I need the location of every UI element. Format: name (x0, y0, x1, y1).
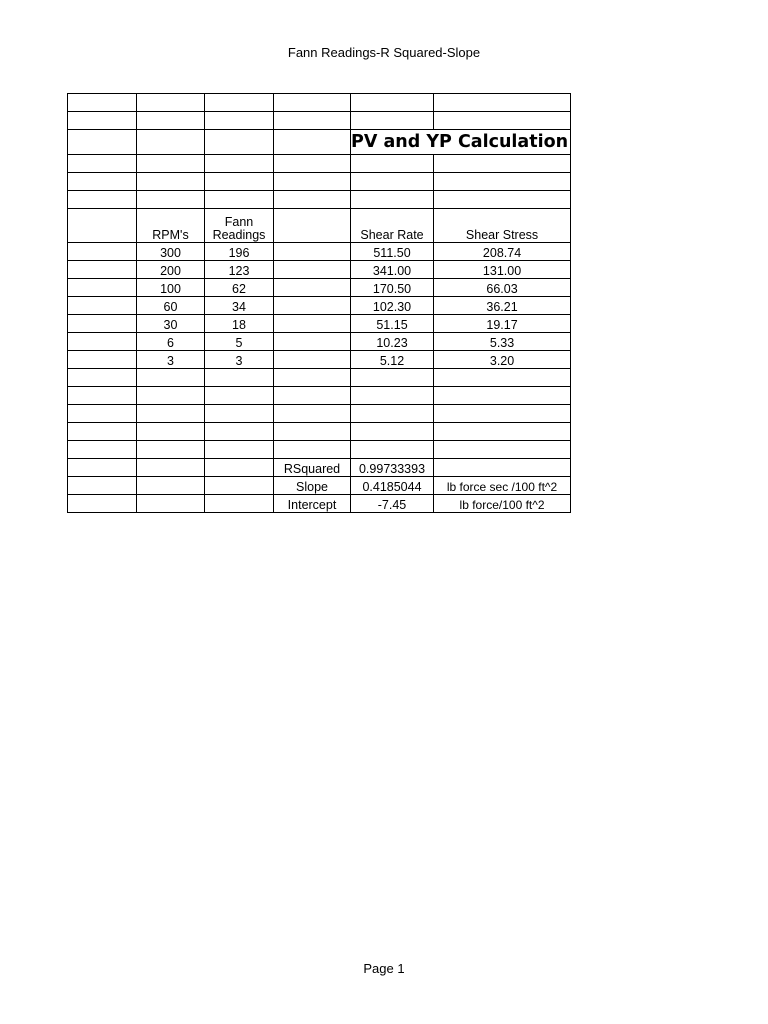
shear-stress-cell: 19.17 (434, 315, 571, 333)
rpm-cell: 30 (137, 315, 205, 333)
table-row (68, 261, 571, 279)
intercept-row (68, 495, 571, 513)
cell (274, 173, 351, 191)
shear-rate-cell: 102.30 (351, 297, 434, 315)
cell (205, 423, 274, 441)
cell (351, 369, 434, 387)
shear-stress-cell: 208.74 (434, 243, 571, 261)
cell (274, 315, 351, 333)
cell (274, 369, 351, 387)
cell (274, 405, 351, 423)
shear-rate-cell: 51.15 (351, 315, 434, 333)
intercept-label: Intercept (274, 495, 351, 513)
cell (205, 459, 274, 477)
cell (205, 94, 274, 112)
cell (68, 441, 137, 459)
cell (205, 387, 274, 405)
blank-row (68, 387, 571, 405)
cell (137, 495, 205, 513)
blank-row (68, 173, 571, 191)
cell (68, 261, 137, 279)
cell (137, 405, 205, 423)
column-header-row (68, 209, 571, 243)
cell (205, 405, 274, 423)
shear-stress-cell: 131.00 (434, 261, 571, 279)
cell (137, 94, 205, 112)
cell (68, 297, 137, 315)
fann-cell: 34 (205, 297, 274, 315)
cell (205, 191, 274, 209)
cell (205, 495, 274, 513)
column-header-shear-rate: Shear Rate (351, 209, 434, 243)
cell (274, 297, 351, 315)
cell (205, 155, 274, 173)
cell (205, 173, 274, 191)
cell (137, 441, 205, 459)
fann-cell: 5 (205, 333, 274, 351)
cell (274, 130, 351, 155)
cell (274, 423, 351, 441)
cell (137, 155, 205, 173)
rpm-cell: 100 (137, 279, 205, 297)
cell (137, 130, 205, 155)
sheet-title: PV and YP Calculation (351, 130, 571, 155)
rpm-cell: 200 (137, 261, 205, 279)
slope-row (68, 477, 571, 495)
blank-row (68, 155, 571, 173)
cell (434, 191, 571, 209)
cell (351, 155, 434, 173)
cell (68, 243, 137, 261)
shear-stress-cell: 66.03 (434, 279, 571, 297)
shear-stress-cell: 36.21 (434, 297, 571, 315)
cell (274, 261, 351, 279)
column-header-shear-stress: Shear Stress (434, 209, 571, 243)
rsquared-value: 0.99733393 (351, 459, 434, 477)
blank-row (68, 369, 571, 387)
cell (68, 191, 137, 209)
cell (351, 423, 434, 441)
cell (68, 387, 137, 405)
cell (137, 112, 205, 130)
rpm-cell: 3 (137, 351, 205, 369)
cell (137, 387, 205, 405)
cell (274, 387, 351, 405)
rpm-cell: 60 (137, 297, 205, 315)
cell (68, 130, 137, 155)
cell (274, 209, 351, 243)
cell (68, 333, 137, 351)
slope-value: 0.4185044 (351, 477, 434, 495)
cell (137, 423, 205, 441)
cell (68, 495, 137, 513)
table-row (68, 243, 571, 261)
cell (68, 112, 137, 130)
shear-stress-cell: 3.20 (434, 351, 571, 369)
cell (351, 441, 434, 459)
cell (274, 441, 351, 459)
blank-row (68, 423, 571, 441)
cell (434, 112, 571, 130)
cell (351, 112, 434, 130)
cell (274, 351, 351, 369)
cell (274, 112, 351, 130)
fann-cell: 18 (205, 315, 274, 333)
cell (434, 173, 571, 191)
cell (434, 155, 571, 173)
intercept-unit: lb force/100 ft^2 (434, 495, 571, 513)
table-row (68, 279, 571, 297)
cell (68, 279, 137, 297)
cell (274, 155, 351, 173)
column-header-fann-readings (205, 209, 274, 243)
cell (274, 191, 351, 209)
cell (205, 477, 274, 495)
cell (68, 369, 137, 387)
cell (434, 369, 571, 387)
shear-rate-cell: 511.50 (351, 243, 434, 261)
cell (68, 477, 137, 495)
spreadsheet-table (67, 93, 571, 513)
cell (434, 441, 571, 459)
cell (137, 191, 205, 209)
cell (68, 155, 137, 173)
cell (68, 173, 137, 191)
shear-rate-cell: 5.12 (351, 351, 434, 369)
cell (137, 173, 205, 191)
cell (434, 459, 571, 477)
blank-row (68, 191, 571, 209)
table-row (68, 351, 571, 369)
cell (68, 209, 137, 243)
rpm-cell: 6 (137, 333, 205, 351)
shear-rate-cell: 10.23 (351, 333, 434, 351)
cell (205, 441, 274, 459)
intercept-value: -7.45 (351, 495, 434, 513)
cell (68, 459, 137, 477)
cell (205, 130, 274, 155)
slope-unit: lb force sec /100 ft^2 (434, 477, 571, 495)
cell (434, 405, 571, 423)
table-row (68, 333, 571, 351)
page-header: Fann Readings-R Squared-Slope (287, 45, 481, 60)
cell (351, 94, 434, 112)
cell (205, 369, 274, 387)
column-header-fann-line1: Fann (224, 215, 254, 229)
blank-row (68, 94, 571, 112)
cell (137, 477, 205, 495)
cell (68, 315, 137, 333)
page-number: Page 1 (363, 961, 405, 976)
fann-cell: 3 (205, 351, 274, 369)
cell (274, 94, 351, 112)
fann-cell: 196 (205, 243, 274, 261)
cell (68, 94, 137, 112)
cell (351, 405, 434, 423)
cell (434, 387, 571, 405)
rpm-cell: 300 (137, 243, 205, 261)
cell (434, 423, 571, 441)
fann-cell: 123 (205, 261, 274, 279)
cell (351, 387, 434, 405)
title-row (68, 130, 571, 155)
slope-label: Slope (274, 477, 351, 495)
cell (351, 191, 434, 209)
cell (68, 423, 137, 441)
blank-row (68, 441, 571, 459)
cell (137, 459, 205, 477)
cell (274, 333, 351, 351)
column-header-rpm: RPM's (137, 209, 205, 243)
cell (205, 112, 274, 130)
rsquared-row (68, 459, 571, 477)
table-row (68, 297, 571, 315)
rsquared-label: RSquared (274, 459, 351, 477)
blank-row (68, 405, 571, 423)
cell (68, 405, 137, 423)
cell (137, 369, 205, 387)
cell (274, 279, 351, 297)
cell (274, 243, 351, 261)
column-header-fann-line2: Readings (212, 228, 266, 242)
blank-row (68, 112, 571, 130)
shear-rate-cell: 170.50 (351, 279, 434, 297)
fann-cell: 62 (205, 279, 274, 297)
cell (68, 351, 137, 369)
shear-rate-cell: 341.00 (351, 261, 434, 279)
shear-stress-cell: 5.33 (434, 333, 571, 351)
table-row (68, 315, 571, 333)
cell (351, 173, 434, 191)
cell (434, 94, 571, 112)
